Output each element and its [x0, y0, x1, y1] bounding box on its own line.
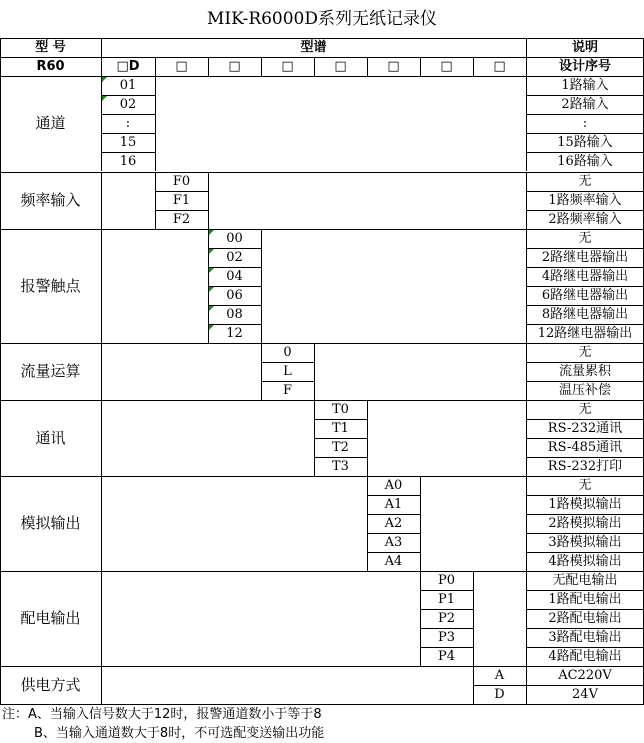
code-cell: A2	[384, 516, 403, 531]
code-cell: P1	[437, 592, 456, 607]
code-cell: A3	[384, 535, 403, 550]
desc-cell: 4路继电器输出	[541, 269, 629, 284]
code-cell: 00	[226, 231, 243, 246]
desc-cell: 1路配电输出	[548, 592, 622, 607]
desc-cell: 温压补偿	[558, 383, 611, 398]
comment-marker-icon	[209, 268, 214, 273]
code-cell: T3	[332, 459, 349, 474]
desc-cell: 无	[578, 345, 592, 360]
code-cell: L	[283, 364, 292, 379]
code-cell: D	[494, 687, 505, 702]
code-col-right	[208, 172, 209, 229]
comment-marker-icon	[209, 306, 214, 311]
code-col-right	[420, 476, 421, 571]
group-vline	[101, 666, 102, 704]
desc-cell: 无	[578, 231, 592, 246]
desc-cell: 8路继电器输出	[541, 307, 629, 322]
desc-cell: 24V	[572, 687, 598, 702]
code-cell: P3	[437, 630, 456, 645]
group-name-2: 报警触点	[20, 276, 81, 295]
group-name-5: 模拟输出	[20, 514, 81, 532]
desc-cell: 流量累积	[558, 364, 611, 379]
desc-cell: 2路输入	[561, 97, 609, 112]
code-cell: 02	[119, 97, 137, 112]
model-code: R60	[36, 59, 65, 74]
code-col-right	[155, 76, 156, 171]
code-cell: F	[282, 383, 293, 398]
code-cell: F1	[172, 193, 191, 208]
group-vline	[101, 476, 102, 571]
code-cell: F2	[172, 212, 191, 227]
desc-cell: 2路配电输出	[548, 611, 622, 626]
code-cell: 15	[119, 135, 137, 150]
group-vline	[101, 400, 102, 476]
comment-marker-icon	[209, 287, 214, 292]
group-vline	[101, 172, 102, 229]
code-cell: 04	[226, 269, 243, 284]
code-cell: A0	[384, 478, 403, 493]
group-name-7: 供电方式	[20, 675, 81, 694]
code-col-right	[314, 343, 315, 400]
desc-cell: RS-485通讯	[547, 440, 623, 455]
spectrum-column-5: □	[334, 59, 347, 74]
code-cell: 06	[226, 288, 243, 303]
code-cell: A	[494, 668, 505, 683]
group-name-4: 通讯	[35, 428, 66, 447]
code-cell: 02	[226, 250, 243, 265]
spectrum-column-6: □	[387, 59, 400, 74]
code-col-right	[473, 571, 474, 666]
desc-cell: 无	[578, 402, 592, 417]
comment-marker-icon	[209, 249, 214, 254]
code-cell: P2	[437, 611, 456, 626]
desc-cell: 3路模拟输出	[548, 535, 622, 550]
desc-cell: 无配电输出	[552, 573, 618, 588]
spectrum-column-2: □	[175, 59, 188, 74]
explain-header: 说明	[571, 40, 598, 55]
desc-cell: 6路继电器输出	[541, 288, 629, 303]
spectrum-column-1: □D	[116, 59, 140, 74]
desc-cell: 无	[578, 478, 592, 493]
footnotes	[2, 705, 324, 743]
page-title: MIK-R6000D系列无纸记录仪	[206, 9, 438, 29]
desc-cell: 无	[578, 174, 592, 189]
desc-cell: :	[582, 116, 588, 131]
code-cell: P4	[437, 649, 456, 664]
desc-cell: 1路输入	[561, 78, 609, 93]
code-cell: :	[125, 116, 131, 131]
desc-cell: 1路模拟输出	[548, 497, 622, 512]
desc-cell: 1路频率输入	[548, 193, 622, 208]
code-cell: 16	[119, 154, 137, 169]
comment-marker-icon	[102, 77, 107, 82]
spectrum-column-3: □	[228, 59, 241, 74]
code-cell: A1	[384, 497, 403, 512]
comment-marker-icon	[209, 325, 214, 330]
comment-marker-icon	[209, 230, 214, 235]
code-col-right	[367, 400, 368, 476]
desc-cell: 12路继电器输出	[537, 326, 633, 341]
group-name-6: 配电输出	[20, 609, 81, 627]
group-vline	[101, 229, 102, 343]
code-cell: 08	[226, 307, 243, 322]
footnote-b: B、当输入通道数大于8时，不可选配变送输出功能	[34, 726, 325, 741]
desc-cell: 2路继电器输出	[541, 250, 629, 265]
model-header: 型 号	[35, 40, 66, 55]
comment-marker-icon	[102, 96, 107, 101]
desc-cell: 2路模拟输出	[548, 516, 622, 531]
code-cell: P0	[437, 573, 456, 588]
spectrum-header: 型谱	[300, 40, 327, 55]
code-cell: 01	[119, 78, 137, 93]
footnote-a: 注：A、当输入信号数大于12时，报警通道数小于等于8	[2, 707, 322, 722]
spectrum-column-8: □	[493, 59, 506, 74]
desc-cell: 3路配电输出	[548, 630, 622, 645]
desc-cell: RS-232通讯	[547, 421, 623, 436]
code-col-right	[261, 229, 262, 343]
code-cell: 0	[283, 345, 292, 360]
desc-cell: 2路频率输入	[548, 212, 622, 227]
code-cell: T1	[332, 421, 349, 436]
code-cell: F0	[172, 174, 191, 189]
desc-cell: 4路模拟输出	[548, 554, 622, 569]
code-cell: T0	[332, 402, 349, 417]
group-name-0: 通道	[35, 114, 66, 132]
desc-cell: AC220V	[558, 668, 612, 683]
desc-cell: 15路输入	[557, 135, 613, 150]
group-name-3: 流量运算	[20, 362, 81, 380]
code-cell: A4	[384, 554, 403, 569]
spectrum-column-7: □	[440, 59, 453, 74]
group-name-1: 频率输入	[20, 191, 81, 209]
group-vline	[101, 571, 102, 666]
desc-cell: RS-232打印	[547, 459, 623, 474]
group-vline	[101, 343, 102, 400]
design-seq-header: 设计序号	[558, 59, 611, 74]
spectrum-column-4: □	[281, 59, 294, 74]
code-cell: 12	[226, 326, 243, 341]
desc-cell: 4路配电输出	[548, 649, 622, 664]
desc-cell: 16路输入	[557, 154, 613, 169]
code-cell: T2	[332, 440, 349, 455]
